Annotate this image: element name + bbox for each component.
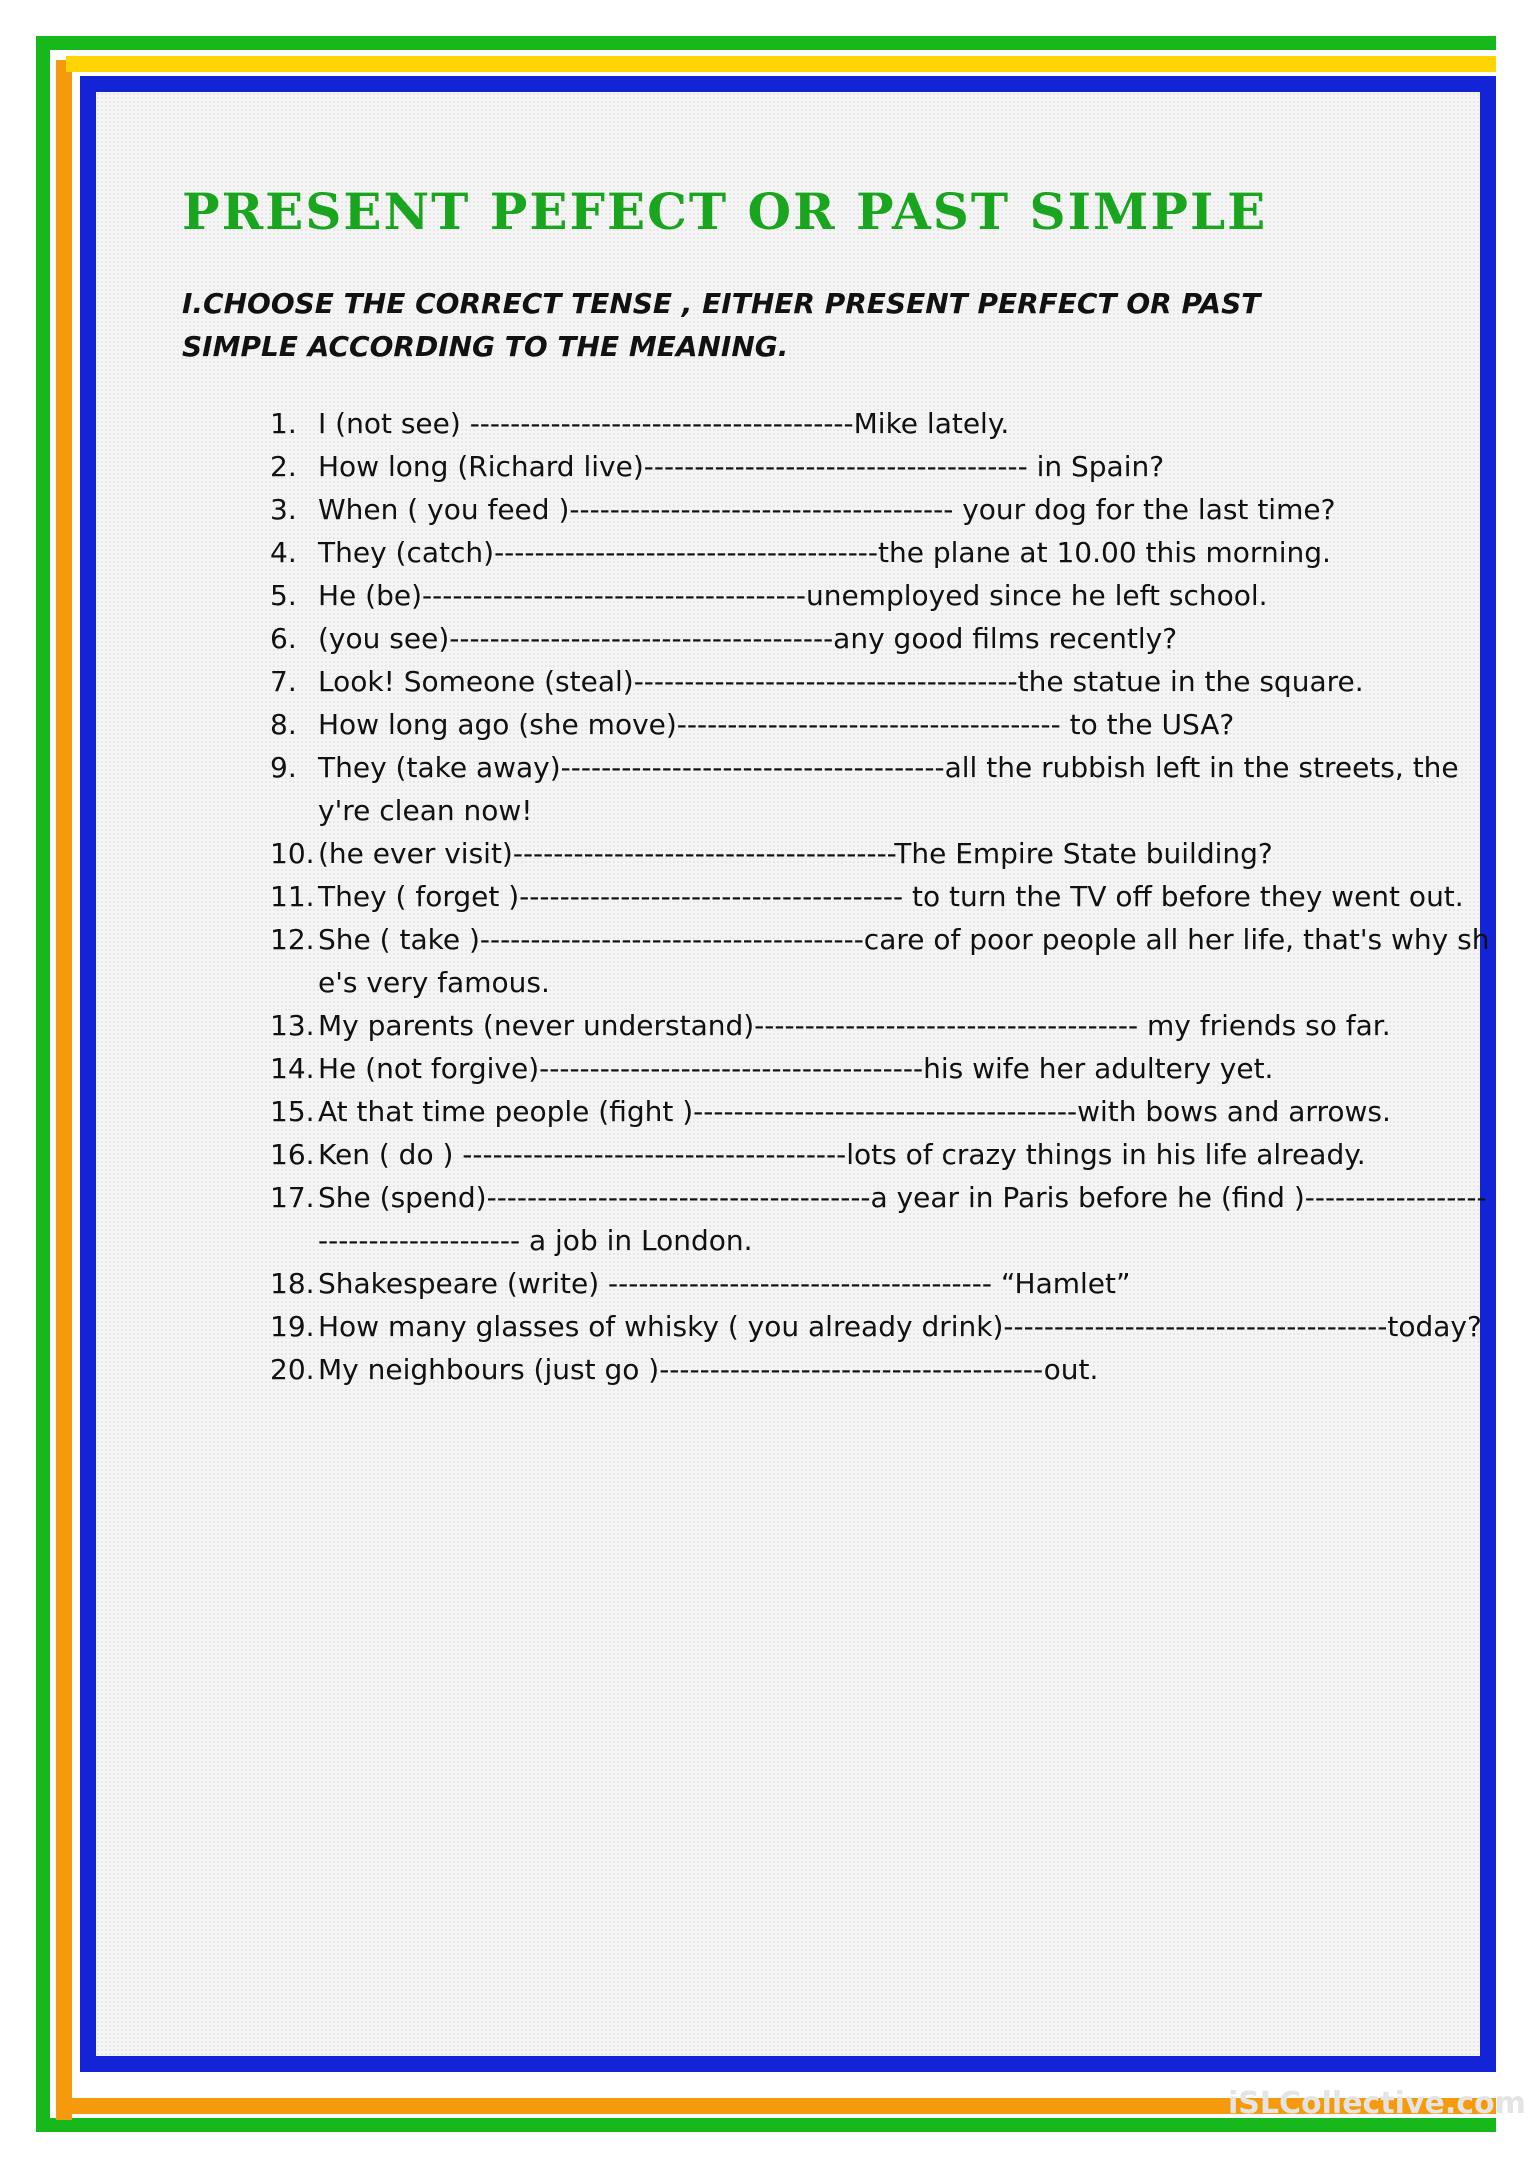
item-number: 18. xyxy=(270,1267,315,1300)
item-number: 5. xyxy=(270,579,297,612)
item-number: 8. xyxy=(270,708,297,741)
exercise-instruction: I.CHOOSE THE CORRECT TENSE , EITHER PRESENT PERFECT OR PAST SIMPLE ACCORDING TO THE MEANING. xyxy=(182,287,1261,363)
item-number: 13. xyxy=(270,1009,315,1042)
item-number: 7. xyxy=(270,665,297,698)
item-sentence: He (be)--------------------------------------unemployed since he left school. xyxy=(318,579,1268,612)
frame-green-left xyxy=(36,36,50,2130)
frame-blue-top xyxy=(80,76,1496,92)
exercise-item xyxy=(270,617,1490,660)
item-sentence: They (take away)--------------------------------------all the rubbish left in the streets, they're clean now! xyxy=(318,751,1459,827)
exercise-item xyxy=(270,1090,1490,1133)
item-sentence: She ( take )--------------------------------------care of poor people all her life, that's why she's very famous. xyxy=(318,923,1490,999)
item-number: 14. xyxy=(270,1052,315,1085)
frame-orange-left xyxy=(56,60,72,2120)
item-sentence: They ( forget )-------------------------------------- to turn the TV off before they went out. xyxy=(318,880,1464,913)
item-sentence: (he ever visit)--------------------------------------The Empire State building? xyxy=(318,837,1273,870)
item-sentence: How long ago (she move)-------------------------------------- to the USA? xyxy=(318,708,1235,741)
item-number: 11. xyxy=(270,880,315,913)
exercise-item xyxy=(270,703,1490,746)
exercise-item xyxy=(270,574,1490,617)
item-sentence: I (not see) --------------------------------------Mike lately. xyxy=(318,407,1010,440)
exercise-item xyxy=(270,1262,1490,1305)
item-sentence: Shakespeare (write) -------------------------------------- “Hamlet” xyxy=(318,1267,1131,1300)
item-number: 3. xyxy=(270,493,297,526)
item-number: 20. xyxy=(270,1353,315,1386)
frame-blue-left xyxy=(80,76,96,2072)
item-number: 2. xyxy=(270,450,297,483)
item-sentence: My neighbours (just go )--------------------------------------out. xyxy=(318,1353,1099,1386)
item-sentence: Look! Someone (steal)--------------------------------------the statue in the square. xyxy=(318,665,1364,698)
exercise-item xyxy=(270,1348,1490,1391)
exercise-item xyxy=(270,660,1490,703)
item-sentence: He (not forgive)--------------------------------------his wife her adultery yet. xyxy=(318,1052,1274,1085)
exercise-item xyxy=(270,1176,1490,1262)
exercise-item xyxy=(270,1133,1490,1176)
item-sentence: My parents (never understand)-------------------------------------- my friends so far. xyxy=(318,1009,1391,1042)
item-number: 1. xyxy=(270,407,297,440)
item-number: 9. xyxy=(270,751,297,784)
worksheet-title: PRESENT PEFECT OR PAST SIMPLE xyxy=(182,182,1268,241)
exercise-item xyxy=(270,445,1490,488)
exercise-item xyxy=(270,1047,1490,1090)
exercise-item xyxy=(270,402,1490,445)
exercise-item xyxy=(270,1305,1490,1348)
item-number: 19. xyxy=(270,1310,315,1343)
item-sentence: (you see)--------------------------------------any good films recently? xyxy=(318,622,1178,655)
exercise-item xyxy=(270,488,1490,531)
exercise-item xyxy=(270,1004,1490,1047)
item-sentence: At that time people (fight )--------------------------------------with bows and arrows. xyxy=(318,1095,1391,1128)
frame-yellow-top xyxy=(66,56,1496,72)
item-sentence: How long (Richard live)-------------------------------------- in Spain? xyxy=(318,450,1165,483)
exercise-item xyxy=(270,746,1490,832)
exercise-item xyxy=(270,531,1490,574)
frame-blue-bottom xyxy=(80,2056,1496,2072)
item-number: 17. xyxy=(270,1181,315,1214)
item-sentence: She (spend)--------------------------------------a year in Paris before he (find )-------------------------------------- a job in London. xyxy=(318,1181,1487,1257)
item-sentence: When ( you feed )-------------------------------------- your dog for the last time? xyxy=(318,493,1336,526)
watermark: iSLCollective.com xyxy=(1228,2086,1526,2121)
exercise-item xyxy=(270,875,1490,918)
item-number: 16. xyxy=(270,1138,315,1171)
frame-green-top xyxy=(36,36,1496,50)
exercise-list xyxy=(270,402,1490,1391)
item-sentence: Ken ( do ) --------------------------------------lots of crazy things in his life already. xyxy=(318,1138,1366,1171)
item-number: 6. xyxy=(270,622,297,655)
exercise-item xyxy=(270,918,1490,1004)
item-number: 15. xyxy=(270,1095,315,1128)
item-sentence: How many glasses of whisky ( you already drink)--------------------------------------today? xyxy=(318,1310,1482,1343)
worksheet-page xyxy=(96,92,1490,2056)
item-sentence: They (catch)--------------------------------------the plane at 10.00 this morning. xyxy=(318,536,1331,569)
item-number: 12. xyxy=(270,923,315,956)
item-number: 10. xyxy=(270,837,315,870)
item-number: 4. xyxy=(270,536,297,569)
exercise-item xyxy=(270,832,1490,875)
